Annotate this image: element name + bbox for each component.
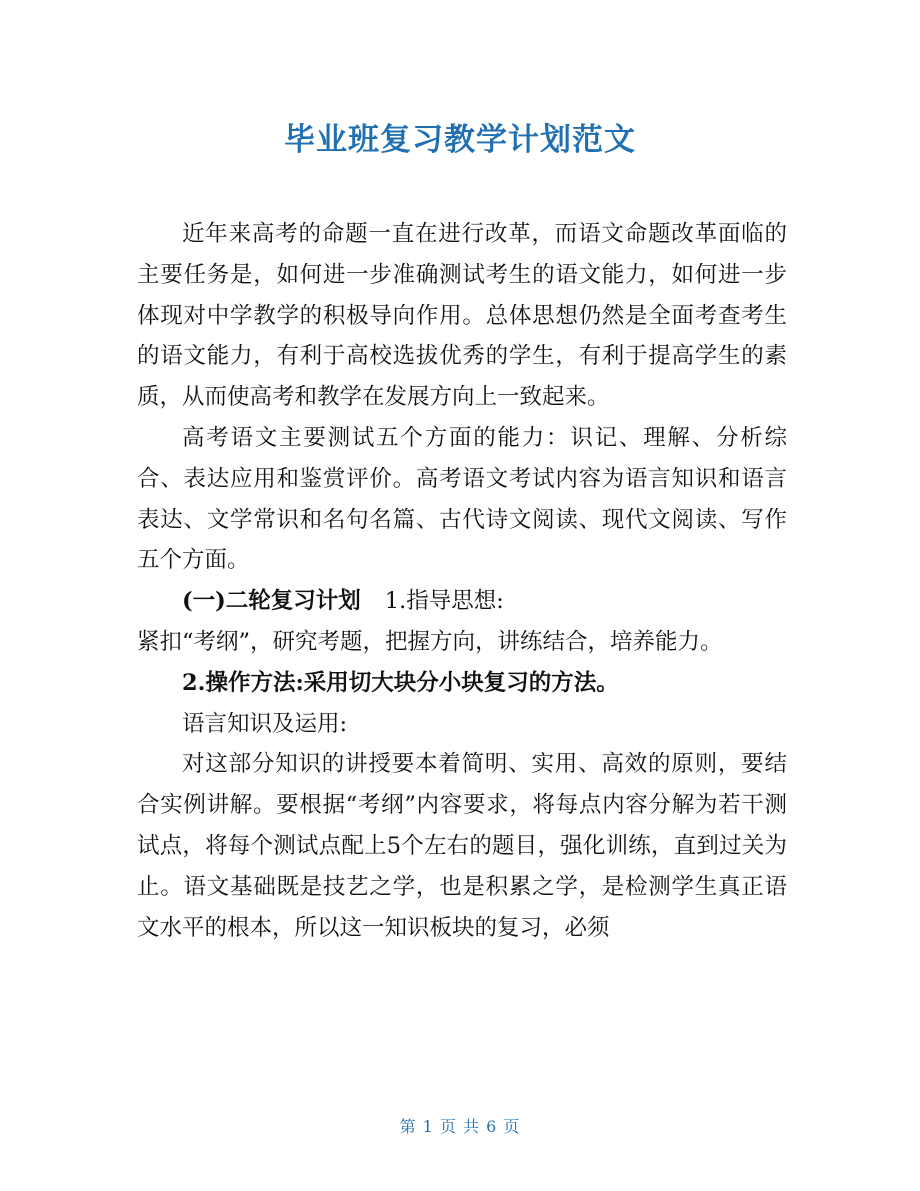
paragraph-knowledge: 对这部分知识的讲授要本着简明、实用、高效的原则，要结合实例讲解。要根据“考纲”内容要求，将每点内容分解为若干测试点，将每个测试点配上5个左右的题目，强化训练，直到过关为止。语文基础既是技艺之学，也是积累之学，是检测学生真正语文水平的根本，所以这一知识板块的复习，必须 [137,751,787,941]
subheading: 语言知识及运用: [182,710,348,737]
paragraph-intro: 近年来高考的命题一直在进行改革，而语文命题改革面临的主要任务是，如何进一步准确测试考生的语文能力，如何进一步体现对中学教学的积极导向作用。总体思想仍然是全面考查考生的语文能力，有利于高校选拔优秀的学生，有利于提高学生的素质，从而使高考和教学在发展方向上一致起来。 [137,221,787,411]
page-footer: 第 1 页 共 6 页 [399,1117,521,1136]
document-title: 毕业班复习教学计划范文 [284,122,636,158]
paragraph-abilities: 高考语文主要测试五个方面的能力：识记、理解、分析综合、表达应用和鉴赏评价。高考语文考试内容为语言知识和语言表达、文学常识和名句名篇、古代诗文阅读、现代文阅读、写作五个方面。 [137,424,787,574]
document-body [137,214,787,948]
section-line [137,581,787,622]
guiding-label: 1.指导思想: [384,588,504,615]
method-heading: 2.操作方法:采用切大块分小块复习的方法。 [182,669,619,696]
section-heading: (一)二轮复习计划 [182,588,361,615]
guiding-text: 紧扣“考纲”，研究考题，把握方向，讲练结合，培养能力。 [137,628,723,655]
